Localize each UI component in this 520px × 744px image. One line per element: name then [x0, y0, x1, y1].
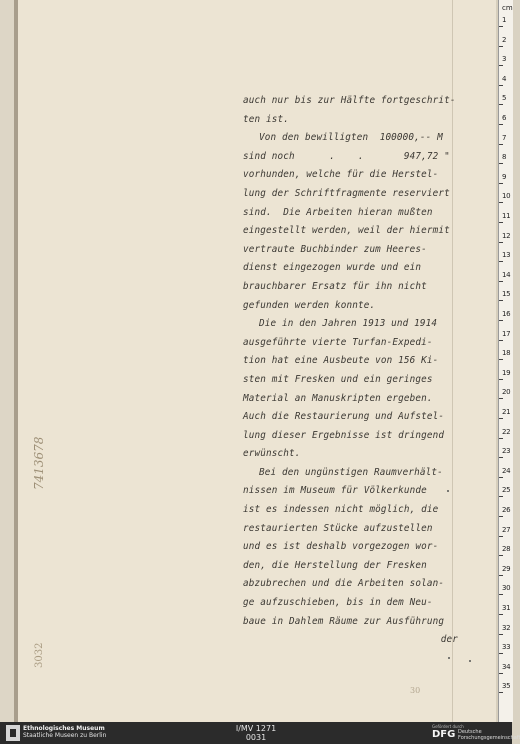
ruler-number: 18: [502, 349, 511, 358]
ruler-number: 7: [502, 133, 507, 142]
dfg-name: [458, 730, 520, 741]
archive-signature: I/MV 1271: [235, 724, 277, 733]
text-line: ten ist.: [243, 113, 289, 125]
ruler-number: 21: [502, 408, 511, 416]
ruler-number: 13: [502, 251, 511, 260]
ruler-tick: [499, 261, 503, 262]
museum-subtitle: Staatliche Museen zu Berlin: [23, 732, 107, 739]
text-line: tion hat eine Ausbeute von 156 Ki-: [243, 355, 439, 367]
typed-text: [243, 92, 458, 650]
ruler-tick: [499, 300, 503, 301]
ruler-number: 8: [502, 153, 507, 162]
ruler-tick: [499, 634, 503, 635]
inventory-number-lower-annotation: 3032: [34, 642, 45, 668]
ruler-tick: [499, 320, 503, 321]
ruler-tick: [499, 222, 503, 223]
ruler-tick: [499, 496, 503, 497]
ruler-tick: [499, 575, 503, 576]
margin-mark: [469, 660, 471, 662]
ruler-tick: [499, 65, 503, 66]
ruler-number: 27: [502, 525, 511, 534]
ruler-number: 23: [502, 447, 511, 456]
inventory-number-annotation: 7413678: [32, 436, 46, 490]
ruler-tick: [499, 398, 503, 399]
ruler-tick: [499, 359, 503, 360]
text-line: dienst eingezogen wurde und ein: [243, 262, 422, 274]
ruler-number: 20: [502, 388, 511, 397]
text-line: erwünscht.: [243, 448, 301, 460]
margin-mark: [448, 657, 450, 659]
text-line: ausgeführte vierte Turfan-Expedi-: [243, 336, 433, 348]
text-line: eingestellt werden, weil der hiermit: [243, 225, 450, 237]
ruler-tick: [499, 653, 503, 654]
ruler-number: 33: [502, 643, 511, 652]
ruler-tick: [499, 202, 503, 203]
ruler-number: 16: [502, 310, 511, 318]
ruler-tick: [499, 614, 503, 615]
ruler-number: 31: [502, 604, 511, 612]
ruler-tick: [499, 438, 503, 439]
text-line: sten mit Fresken und ein geringes: [243, 373, 433, 385]
ruler-tick: [499, 281, 503, 282]
ruler-number: 17: [502, 329, 511, 338]
text-line: ist es indessen nicht möglich, die: [243, 504, 439, 516]
text-line: brauchbarer Ersatz für ihn nicht: [243, 280, 427, 292]
ruler-tick: [499, 340, 503, 341]
ruler-tick: [499, 692, 503, 693]
text-line: den, die Herstellung der Fresken: [243, 559, 427, 571]
ruler-number: 32: [502, 623, 511, 632]
ruler-number: 30: [502, 584, 511, 593]
ruler-tick: [499, 536, 503, 537]
ruler-number: 3: [502, 55, 507, 64]
ruler-tick: [499, 26, 503, 27]
text-line: vertraute Buchbinder zum Heeres-: [243, 243, 427, 255]
ruler-number: 24: [502, 466, 511, 475]
dfg-logo: DFG: [432, 729, 456, 740]
ruler-tick: [499, 457, 503, 458]
measuring-ruler: [498, 0, 513, 722]
dfg-name-line-2: Forschungsgemeinschaft: [458, 734, 520, 741]
text-line: lung dieser Ergebnisse ist dringend: [243, 429, 445, 441]
ruler-number: 11: [502, 212, 511, 220]
text-line: nissen im Museum für Völkerkunde: [243, 485, 427, 497]
ruler-number: 28: [502, 545, 511, 554]
ruler-number: 5: [502, 94, 507, 103]
ruler-tick: [499, 46, 503, 47]
ruler-number: 26: [502, 506, 511, 514]
ruler-unit: cm: [502, 4, 513, 12]
ruler-tick: [499, 183, 503, 184]
ruler-number: 1: [502, 16, 507, 24]
text-line: sind. Die Arbeiten hieran mußten: [243, 206, 433, 218]
ruler-tick: [499, 673, 503, 674]
text-line: ge aufzuschieben, bis in dem Neu-: [243, 597, 433, 609]
ruler-tick: [499, 594, 503, 595]
ruler-tick: [499, 555, 503, 556]
text-line: Material an Manuskripten ergeben.: [243, 392, 433, 404]
ruler-tick: [499, 379, 503, 380]
ruler-number: 9: [502, 172, 507, 181]
ruler-number: 19: [502, 368, 511, 377]
ruler-number: 25: [502, 486, 511, 495]
text-line: baue in Dahlem Räume zur Ausführung: [243, 615, 445, 627]
text-line: restaurierten Stücke aufzustellen: [243, 522, 433, 534]
ruler-tick: [499, 163, 503, 164]
text-line: Von den bewilligten 100000,-- M: [259, 132, 443, 144]
ruler-tick: [499, 516, 503, 517]
pencil-mark: 30: [410, 686, 421, 695]
dfg-credit: [432, 724, 520, 742]
page-number: 0031: [245, 733, 267, 742]
text-line: und es ist deshalb vorgezogen wor-: [243, 541, 439, 553]
museum-name: Ethnologisches Museum: [23, 725, 105, 732]
text-line: Die in den Jahren 1913 und 1914: [259, 318, 438, 330]
text-line: Bei den ungünstigen Raumverhält-: [259, 466, 443, 478]
ruler-tick: [499, 418, 503, 419]
ruler-tick: [499, 242, 503, 243]
ruler-number: 15: [502, 290, 511, 299]
ruler-number: 35: [502, 682, 511, 691]
ruler-tick: [499, 85, 503, 86]
dfg-name-line-1: Deutsche: [458, 729, 482, 735]
ruler-number: 4: [502, 74, 507, 83]
ruler-tick: [499, 144, 503, 145]
ruler-tick: [499, 104, 503, 105]
ruler-number: 14: [502, 270, 511, 279]
dfg-funded-label: Gefördert durch: [432, 724, 464, 729]
ruler-number: 22: [502, 427, 511, 436]
footer-bar: [0, 722, 520, 744]
text-line: Auch die Restaurierung und Aufstel-: [243, 411, 445, 423]
ruler-tick: [499, 124, 503, 125]
text-line: abzubrechen und die Arbeiten solan-: [243, 578, 445, 590]
text-line: gefunden werden konnte.: [243, 299, 376, 311]
text-line: der: [440, 634, 458, 646]
ruler-number: 34: [502, 662, 511, 671]
ruler-number: 29: [502, 564, 511, 573]
ruler-number: 6: [502, 114, 507, 122]
text-line: vorhunden, welche für die Herstel-: [243, 169, 439, 181]
ruler-number: 2: [502, 35, 507, 44]
text-line: lung der Schriftfragmente reserviert: [243, 187, 450, 199]
ruler-tick: [499, 477, 503, 478]
ruler-number: 10: [502, 192, 511, 201]
ruler-number: 12: [502, 231, 511, 240]
text-line: auch nur bis zur Hälfte fortgeschrit-: [243, 95, 456, 106]
text-line: sind noch . . 947,72 ": [243, 150, 450, 162]
